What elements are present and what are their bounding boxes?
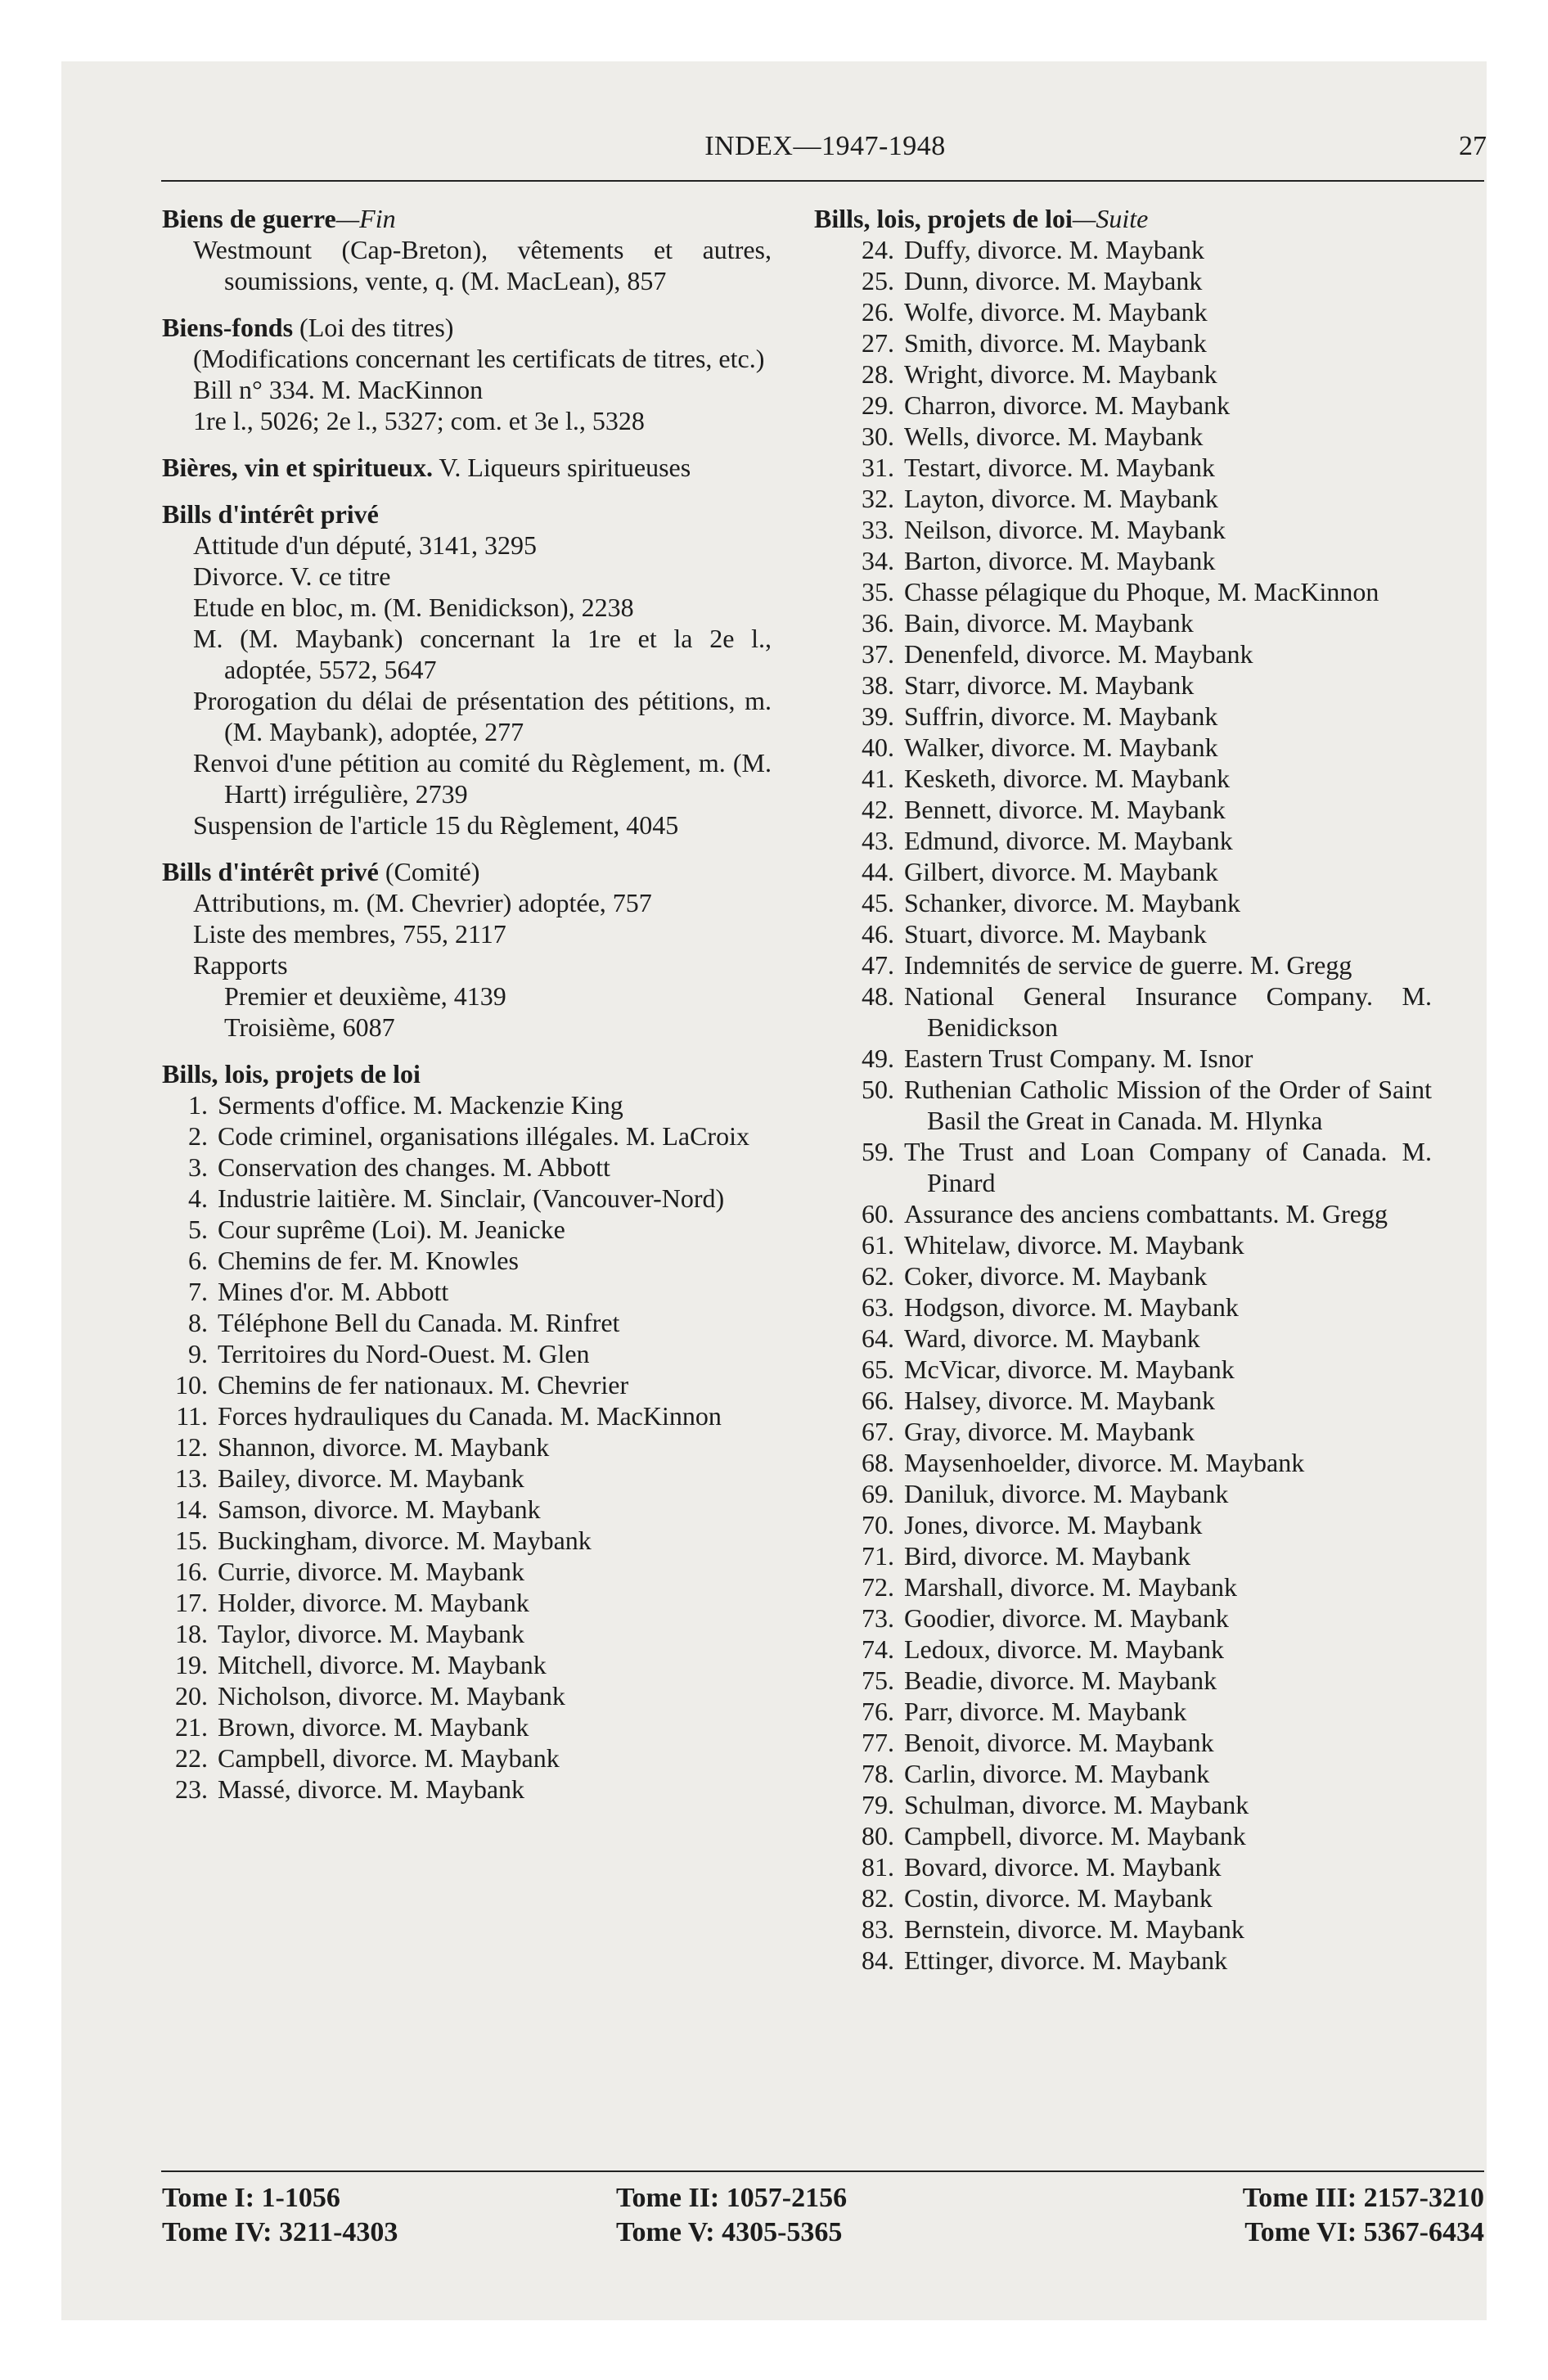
index-entry: Bill n° 334. M. MacKinnon: [193, 375, 484, 404]
bill-entry: [814, 1323, 1432, 1354]
index-entry: Westmount (Cap-Breton), vêtements et autres, soumissions, vente, q. (M. MacLean), 857: [193, 235, 772, 295]
section-heading: Bières, vin et spiritueux. V. Liqueurs spiritueuses: [162, 453, 691, 482]
bill-number: 27.: [862, 328, 894, 358]
page-number: 27: [1459, 131, 1487, 161]
bill-number: 67.: [862, 1417, 894, 1446]
bill-title: Mines d'or. M. Abbott: [218, 1277, 449, 1306]
bill-entry: [814, 794, 1432, 825]
bill-number: 72.: [862, 1572, 894, 1602]
bill-number: 21.: [175, 1712, 208, 1742]
bill-title: Campbell, divorce. M. Maybank: [904, 1821, 1246, 1850]
bill-title: Walker, divorce. M. Maybank: [904, 732, 1218, 762]
bill-title: Téléphone Bell du Canada. M. Rinfret: [218, 1308, 620, 1337]
bill-number: 29.: [862, 390, 894, 420]
bill-number: 61.: [862, 1230, 894, 1260]
bill-entry: [814, 1882, 1432, 1913]
bill-number: 7.: [188, 1277, 208, 1306]
bill-title: Kesketh, divorce. M. Maybank: [904, 764, 1231, 793]
bill-entry: [162, 1276, 772, 1307]
bill-entry: [814, 669, 1432, 701]
bill-entry: [814, 887, 1432, 918]
bill-entry: [814, 1447, 1432, 1478]
bill-number: 17.: [175, 1588, 208, 1617]
bill-entry: [814, 1416, 1432, 1447]
bill-entry: [814, 1260, 1432, 1291]
index-entry: (Modifications concernant les certificats de titres, etc.): [193, 344, 765, 373]
bill-title: Bernstein, divorce. M. Maybank: [904, 1914, 1244, 1944]
page-header: [164, 131, 1487, 180]
bill-title: Ledoux, divorce. M. Maybank: [904, 1634, 1225, 1664]
bill-number: 75.: [862, 1666, 894, 1695]
bill-number: 50.: [862, 1075, 894, 1104]
bill-number: 46.: [862, 919, 894, 949]
bill-entry: [814, 918, 1432, 949]
volume-range: Tome III: 2157-3210: [1242, 2183, 1484, 2213]
bill-entry: [162, 1120, 772, 1152]
bill-title: Currie, divorce. M. Maybank: [218, 1557, 525, 1586]
bill-title: Parr, divorce. M. Maybank: [904, 1697, 1187, 1726]
bill-title: National General Insurance Company. M. Benidickson: [904, 981, 1432, 1042]
bill-entry: [814, 1540, 1432, 1571]
bill-title: Bain, divorce. M. Maybank: [904, 608, 1194, 638]
bill-number: 68.: [862, 1448, 894, 1477]
bill-title: Hodgson, divorce. M. Maybank: [904, 1292, 1239, 1322]
bill-title: Massé, divorce. M. Maybank: [218, 1774, 525, 1804]
volume-range: Tome IV: 3211-4303: [162, 2217, 398, 2247]
bill-title: Forces hydrauliques du Canada. M. MacKinnon: [218, 1401, 722, 1431]
running-title: INDEX—1947-1948: [704, 131, 946, 161]
index-subentry: Premier et deuxième, 4139: [224, 981, 506, 1011]
bill-entry: [814, 576, 1432, 607]
bills-section: [162, 1058, 772, 1805]
bill-entry: [814, 1043, 1432, 1074]
bill-number: 41.: [862, 764, 894, 793]
bill-number: 13.: [175, 1463, 208, 1493]
bill-entry: [162, 1214, 772, 1245]
bill-title: Layton, divorce. M. Maybank: [904, 484, 1218, 513]
bill-entry: [162, 1183, 772, 1214]
bill-number: 82.: [862, 1883, 894, 1913]
bill-list: [814, 234, 1432, 1976]
bill-title: Schulman, divorce. M. Maybank: [904, 1790, 1249, 1819]
bill-entry: [162, 1089, 772, 1120]
bill-title: Duffy, divorce. M. Maybank: [904, 235, 1205, 264]
bill-number: 2.: [188, 1121, 208, 1151]
bill-entry: [162, 1245, 772, 1276]
bill-entry: [814, 1602, 1432, 1634]
index-section: [162, 856, 772, 1043]
bill-entry: [162, 1525, 772, 1556]
bill-title: Code criminel, organisations illégales. M. LaCroix: [218, 1121, 749, 1151]
index-section: [162, 452, 772, 483]
bill-title: Costin, divorce. M. Maybank: [904, 1883, 1213, 1913]
bill-entry: [814, 296, 1432, 327]
index-entry: Attributions, m. (M. Chevrier) adoptée, 757: [193, 888, 652, 917]
bill-entry: [814, 980, 1432, 1043]
volume-range: Tome I: 1-1056: [162, 2183, 340, 2213]
bill-number: 43.: [862, 826, 894, 855]
bill-title: Holder, divorce. M. Maybank: [218, 1588, 529, 1617]
bill-title: Nicholson, divorce. M. Maybank: [218, 1681, 565, 1711]
bill-number: 40.: [862, 732, 894, 762]
bill-number: 44.: [862, 857, 894, 886]
bill-number: 30.: [862, 421, 894, 451]
bill-number: 39.: [862, 701, 894, 731]
index-entry: M. (M. Maybank) concernant la 1re et la 2e l., adoptée, 5572, 5647: [193, 624, 772, 684]
bill-title: Beadie, divorce. M. Maybank: [904, 1666, 1217, 1695]
bill-number: 79.: [862, 1790, 894, 1819]
bill-number: 6.: [188, 1246, 208, 1275]
bill-number: 66.: [862, 1386, 894, 1415]
bill-number: 33.: [862, 515, 894, 544]
index-entry: Rapports: [193, 950, 288, 980]
bill-title: Marshall, divorce. M. Maybank: [904, 1572, 1238, 1602]
bill-number: 64.: [862, 1323, 894, 1353]
bill-entry: [814, 607, 1432, 638]
left-column: [162, 203, 772, 1805]
bill-title: Schanker, divorce. M. Maybank: [904, 888, 1241, 917]
bill-title: Halsey, divorce. M. Maybank: [904, 1386, 1216, 1415]
bill-number: 19.: [175, 1650, 208, 1679]
bill-title: Suffrin, divorce. M. Maybank: [904, 701, 1218, 731]
bill-number: 31.: [862, 453, 894, 482]
bill-number: 37.: [862, 639, 894, 669]
bill-number: 23.: [175, 1774, 208, 1804]
bill-title: The Trust and Loan Company of Canada. M. Pinard: [904, 1137, 1432, 1197]
bill-number: 26.: [862, 297, 894, 327]
bill-number: 1.: [188, 1090, 208, 1120]
bill-entry: [814, 545, 1432, 576]
bill-title: Neilson, divorce. M. Maybank: [904, 515, 1226, 544]
bill-entry: [814, 825, 1432, 856]
bill-title: McVicar, divorce. M. Maybank: [904, 1355, 1235, 1384]
bill-entry: [814, 638, 1432, 669]
bill-number: 16.: [175, 1557, 208, 1586]
bill-entry: [814, 1665, 1432, 1696]
bill-title: Taylor, divorce. M. Maybank: [218, 1619, 525, 1648]
bill-title: Carlin, divorce. M. Maybank: [904, 1759, 1210, 1788]
bill-entry: [162, 1618, 772, 1649]
index-section: [162, 203, 772, 296]
bill-number: 69.: [862, 1479, 894, 1508]
bill-number: 77.: [862, 1728, 894, 1757]
bill-title: Maysenhoelder, divorce. M. Maybank: [904, 1448, 1305, 1477]
bill-number: 20.: [175, 1681, 208, 1711]
bill-entry: [814, 1074, 1432, 1136]
bill-number: 59.: [862, 1137, 894, 1166]
index-subentry: Troisième, 6087: [224, 1012, 395, 1042]
bill-title: Benoit, divorce. M. Maybank: [904, 1728, 1214, 1757]
bill-number: 74.: [862, 1634, 894, 1664]
bill-title: Bird, divorce. M. Maybank: [904, 1541, 1191, 1571]
bill-entry: [814, 234, 1432, 265]
index-entry: Attitude d'un député, 3141, 3295: [193, 530, 537, 560]
index-entry: Renvoi d'une pétition au comité du Règlement, m. (M. Hartt) irrégulière, 2739: [193, 748, 772, 809]
bill-entry: [814, 1913, 1432, 1945]
bill-title: Edmund, divorce. M. Maybank: [904, 826, 1233, 855]
bill-number: 38.: [862, 670, 894, 700]
bill-entry: [814, 1291, 1432, 1323]
bill-title: Buckingham, divorce. M. Maybank: [218, 1526, 592, 1555]
bill-number: 63.: [862, 1292, 894, 1322]
bill-title: Cour suprême (Loi). M. Jeanicke: [218, 1215, 565, 1244]
bill-entry: [814, 1136, 1432, 1198]
bill-title: Charron, divorce. M. Maybank: [904, 390, 1231, 420]
bill-entry: [814, 1478, 1432, 1509]
bill-list: [162, 1089, 772, 1805]
bill-title: Ward, divorce. M. Maybank: [904, 1323, 1200, 1353]
bill-title: Wright, divorce. M. Maybank: [904, 359, 1217, 389]
bill-title: Gray, divorce. M. Maybank: [904, 1417, 1195, 1446]
bill-entry: [162, 1431, 772, 1463]
bill-number: 12.: [175, 1432, 208, 1462]
bill-entry: [162, 1400, 772, 1431]
bill-title: Brown, divorce. M. Maybank: [218, 1712, 529, 1742]
bill-number: 25.: [862, 266, 894, 295]
bill-title: Starr, divorce. M. Maybank: [904, 670, 1195, 700]
bill-entry: [814, 1634, 1432, 1665]
bill-entry: [814, 421, 1432, 452]
bill-entry: [162, 1556, 772, 1587]
bill-number: 18.: [175, 1619, 208, 1648]
section-heading: Bills, lois, projets de loi—Suite: [814, 204, 1149, 233]
bill-entry: [162, 1494, 772, 1525]
bill-title: Bovard, divorce. M. Maybank: [904, 1852, 1222, 1882]
bill-title: Whitelaw, divorce. M. Maybank: [904, 1230, 1244, 1260]
bill-entry: [814, 1727, 1432, 1758]
bill-entry: [814, 483, 1432, 514]
bill-number: 76.: [862, 1697, 894, 1726]
bill-title: Barton, divorce. M. Maybank: [904, 546, 1216, 575]
bill-entry: [162, 1307, 772, 1338]
bill-title: Chemins de fer. M. Knowles: [218, 1246, 519, 1275]
bill-title: Denenfeld, divorce. M. Maybank: [904, 639, 1253, 669]
bill-entry: [814, 327, 1432, 358]
bill-entry: [814, 732, 1432, 763]
bill-number: 3.: [188, 1152, 208, 1182]
bill-title: Jones, divorce. M. Maybank: [904, 1510, 1203, 1539]
bill-number: 36.: [862, 608, 894, 638]
bill-entry: [162, 1649, 772, 1680]
index-entry: Etude en bloc, m. (M. Benidickson), 2238: [193, 593, 634, 622]
bill-entry: [814, 1354, 1432, 1385]
bill-title: Eastern Trust Company. M. Isnor: [904, 1044, 1253, 1073]
bill-title: Wells, divorce. M. Maybank: [904, 421, 1204, 451]
bill-number: 42.: [862, 795, 894, 824]
bill-entry: [814, 1820, 1432, 1851]
bill-entry: [814, 1945, 1432, 1976]
bill-number: 24.: [862, 235, 894, 264]
bill-entry: [814, 1385, 1432, 1416]
bill-title: Smith, divorce. M. Maybank: [904, 328, 1207, 358]
bill-number: 65.: [862, 1355, 894, 1384]
index-entry: 1re l., 5026; 2e l., 5327; com. et 3e l., 5328: [193, 406, 645, 435]
bill-number: 5.: [188, 1215, 208, 1244]
bill-number: 47.: [862, 950, 894, 980]
bill-entry: [814, 1571, 1432, 1602]
bill-title: Chemins de fer nationaux. M. Chevrier: [218, 1370, 629, 1400]
bill-entry: [814, 1696, 1432, 1727]
header-rule: [161, 180, 1484, 182]
bill-number: 15.: [175, 1526, 208, 1555]
bill-entry: [162, 1711, 772, 1742]
bill-number: 62.: [862, 1261, 894, 1291]
bill-number: 8.: [188, 1308, 208, 1337]
bill-entry: [814, 390, 1432, 421]
bill-title: Dunn, divorce. M. Maybank: [904, 266, 1203, 295]
bill-title: Stuart, divorce. M. Maybank: [904, 919, 1207, 949]
bill-title: Chasse pélagique du Phoque, M. MacKinnon: [904, 577, 1379, 606]
bill-title: Ettinger, divorce. M. Maybank: [904, 1945, 1228, 1975]
bill-number: 73.: [862, 1603, 894, 1633]
bill-title: Indemnités de service de guerre. M. Gregg: [904, 950, 1352, 980]
bill-number: 45.: [862, 888, 894, 917]
bill-number: 10.: [175, 1370, 208, 1400]
bill-number: 35.: [862, 577, 894, 606]
volume-range: Tome VI: 5367-6434: [1244, 2217, 1484, 2247]
bill-entry: [162, 1774, 772, 1805]
index-section: [162, 498, 772, 841]
bill-entry: [162, 1587, 772, 1618]
bill-entry: [814, 1789, 1432, 1820]
bill-entry: [162, 1369, 772, 1400]
index-entry: Suspension de l'article 15 du Règlement, 4045: [193, 810, 679, 840]
bill-number: 11.: [176, 1401, 208, 1431]
bill-entry: [814, 1509, 1432, 1540]
bill-title: Campbell, divorce. M. Maybank: [218, 1743, 560, 1773]
bill-number: 4.: [188, 1183, 208, 1213]
bill-entry: [162, 1463, 772, 1494]
bill-entry: [162, 1742, 772, 1774]
bill-entry: [814, 358, 1432, 390]
bill-title: Mitchell, divorce. M. Maybank: [218, 1650, 547, 1679]
bill-title: Conservation des changes. M. Abbott: [218, 1152, 610, 1182]
section-heading: Bills d'intérêt privé: [162, 499, 379, 529]
bill-entry: [162, 1152, 772, 1183]
index-entry: Liste des membres, 755, 2117: [193, 919, 506, 949]
right-column: [814, 203, 1432, 1976]
bill-number: 80.: [862, 1821, 894, 1850]
bill-title: Samson, divorce. M. Maybank: [218, 1494, 541, 1524]
section-heading: Bills d'intérêt privé (Comité): [162, 857, 480, 886]
section-heading: Bills, lois, projets de loi: [162, 1059, 421, 1089]
bill-number: 81.: [862, 1852, 894, 1882]
bill-number: 83.: [862, 1914, 894, 1944]
bill-title: Goodier, divorce. M. Maybank: [904, 1603, 1229, 1633]
bill-number: 84.: [862, 1945, 894, 1975]
bill-entry: [162, 1338, 772, 1369]
bill-title: Ruthenian Catholic Mission of the Order of Saint Basil the Great in Canada. M. Hlynka: [904, 1075, 1432, 1135]
bill-title: Shannon, divorce. M. Maybank: [218, 1432, 550, 1462]
bill-number: 14.: [175, 1494, 208, 1524]
bill-title: Territoires du Nord-Ouest. M. Glen: [218, 1339, 590, 1368]
index-entry: Prorogation du délai de présentation des pétitions, m. (M. Maybank), adoptée, 277: [193, 686, 772, 746]
bill-number: 60.: [862, 1199, 894, 1228]
bill-number: 32.: [862, 484, 894, 513]
section-heading: Biens-fonds (Loi des titres): [162, 313, 454, 342]
bill-title: Gilbert, divorce. M. Maybank: [904, 857, 1218, 886]
bill-entry: [814, 1229, 1432, 1260]
bill-number: 28.: [862, 359, 894, 389]
bill-title: Coker, divorce. M. Maybank: [904, 1261, 1208, 1291]
bill-entry: [814, 763, 1432, 794]
section-heading: Biens de guerre—Fin: [162, 204, 396, 233]
bill-number: 71.: [862, 1541, 894, 1571]
bill-title: Industrie laitière. M. Sinclair, (Vancouver-Nord): [218, 1183, 725, 1213]
bill-title: Bennett, divorce. M. Maybank: [904, 795, 1226, 824]
bill-number: 48.: [862, 981, 894, 1011]
bill-number: 34.: [862, 546, 894, 575]
bill-number: 22.: [175, 1743, 208, 1773]
volume-range: Tome II: 1057-2156: [616, 2183, 848, 2213]
bill-title: Testart, divorce. M. Maybank: [904, 453, 1215, 482]
bill-entry: [814, 701, 1432, 732]
bill-title: Wolfe, divorce. M. Maybank: [904, 297, 1208, 327]
footer-rule: [161, 2170, 1484, 2172]
bill-entry: [814, 949, 1432, 980]
bill-entry: [814, 1198, 1432, 1229]
bill-title: Bailey, divorce. M. Maybank: [218, 1463, 524, 1493]
bill-entry: [162, 1680, 772, 1711]
bill-entry: [814, 514, 1432, 545]
bill-title: Assurance des anciens combattants. M. Gregg: [904, 1199, 1388, 1228]
bill-title: Daniluk, divorce. M. Maybank: [904, 1479, 1229, 1508]
bill-entry: [814, 265, 1432, 296]
bill-number: 49.: [862, 1044, 894, 1073]
bill-entry: [814, 856, 1432, 887]
volume-range: Tome V: 4305-5365: [616, 2217, 843, 2247]
bill-number: 78.: [862, 1759, 894, 1788]
index-section: [162, 312, 772, 436]
index-entry: Divorce. V. ce titre: [193, 561, 391, 591]
bill-entry: [814, 1758, 1432, 1789]
bill-title: Serments d'office. M. Mackenzie King: [218, 1090, 623, 1120]
bill-entry: [814, 1851, 1432, 1882]
bill-entry: [814, 452, 1432, 483]
bill-number: 70.: [862, 1510, 894, 1539]
bill-number: 9.: [188, 1339, 208, 1368]
